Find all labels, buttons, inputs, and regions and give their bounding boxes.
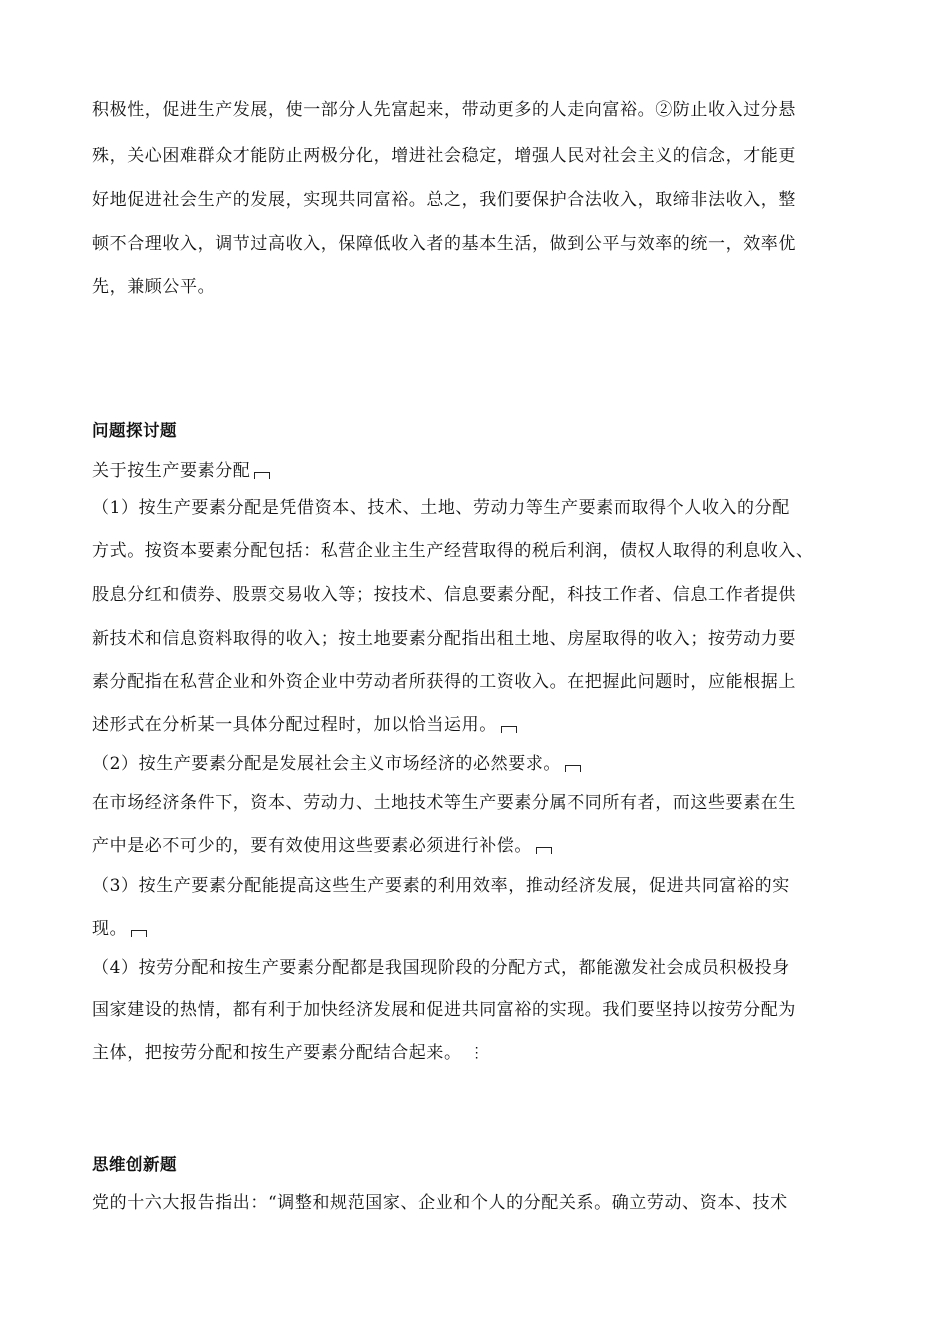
paragraph-line: 方式。按资本要素分配包括：私营企业主生产经营取得的税后利润，债权人取得的利息收入、 [92, 541, 814, 561]
paragraph-line-with-mark [92, 835, 552, 857]
section-heading-discussion: 问题探讨题 [92, 421, 177, 440]
paragraph-mark-icon [501, 726, 517, 733]
paragraph-line-with-mark [92, 753, 581, 775]
paragraph-line-text: 主体，把按劳分配和按生产要素分配结合起来。 [92, 1043, 462, 1063]
paragraph-line-text: 产中是必不可少的，要有效使用这些要素必须进行补偿。 [92, 836, 532, 856]
paragraph-line: 在市场经济条件下，资本、劳动力、土地技术等生产要素分属不同所有者，而这些要素在生 [92, 793, 796, 813]
paragraph-mark-icon [565, 765, 581, 772]
paragraph-line: 素分配指在私营企业和外资企业中劳动者所获得的工资收入。在把握此问题时，应能根据上 [92, 672, 796, 692]
paragraph-line: 国家建设的热情，都有利于加快经济发展和促进共同富裕的实现。我们要坚持以按劳分配为 [92, 1000, 796, 1020]
paragraph-line-text: 述形式在分析某一具体分配过程时，加以恰当运用。 [92, 715, 497, 735]
paragraph-line-with-mark [92, 918, 147, 940]
paragraph-line: 股息分红和债券、股票交易收入等；按技术、信息要素分配，科技工作者、信息工作者提供 [92, 585, 796, 605]
ellipsis-mark-icon: ⋮ [469, 1045, 485, 1061]
paragraph-line: （4）按劳分配和按生产要素分配都是我国现阶段的分配方式，都能激发社会成员积极投身 [92, 958, 790, 978]
paragraph-line-with-dots [92, 1042, 484, 1064]
paragraph-line: 殊，关心困难群众才能防止两极分化，增进社会稳定，增强人民对社会主义的信念，才能更 [92, 146, 796, 166]
paragraph-line: 顿不合理收入，调节过高收入，保障低收入者的基本生活，做到公平与效率的统一，效率优 [92, 234, 796, 254]
paragraph-mark-icon [536, 847, 552, 854]
paragraph-line: 好地促进社会生产的发展，实现共同富裕。总之，我们要保护合法收入，取缔非法收入，整 [92, 190, 796, 210]
paragraph-mark-icon [254, 472, 270, 479]
paragraph-line: 新技术和信息资料取得的收入；按土地要素分配指出租土地、房屋取得的收入；按劳动力要 [92, 629, 796, 649]
paragraph-line: 积极性，促进生产发展，使一部分人先富起来，带动更多的人走向富裕。②防止收入过分悬 [92, 100, 796, 120]
section-intro [92, 460, 270, 482]
paragraph-line-text: （2）按生产要素分配是发展社会主义市场经济的必然要求。 [92, 754, 562, 774]
paragraph-line-text: 现。 [92, 919, 128, 939]
paragraph-mark-icon [131, 930, 147, 937]
paragraph-line-with-mark [92, 714, 517, 736]
section-heading-innovation: 思维创新题 [92, 1155, 177, 1174]
paragraph-line: （3）按生产要素分配能提高这些生产要素的利用效率，推动经济发展，促进共同富裕的实 [92, 876, 790, 896]
paragraph-line: （1）按生产要素分配是凭借资本、技术、土地、劳动力等生产要素而取得个人收入的分配 [92, 498, 790, 518]
paragraph-line: 先，兼顾公平。 [92, 277, 216, 297]
paragraph-line: 党的十六大报告指出：“调整和规范国家、企业和个人的分配关系。确立劳动、资本、技术 [92, 1193, 788, 1213]
intro-text: 关于按生产要素分配 [92, 461, 251, 481]
